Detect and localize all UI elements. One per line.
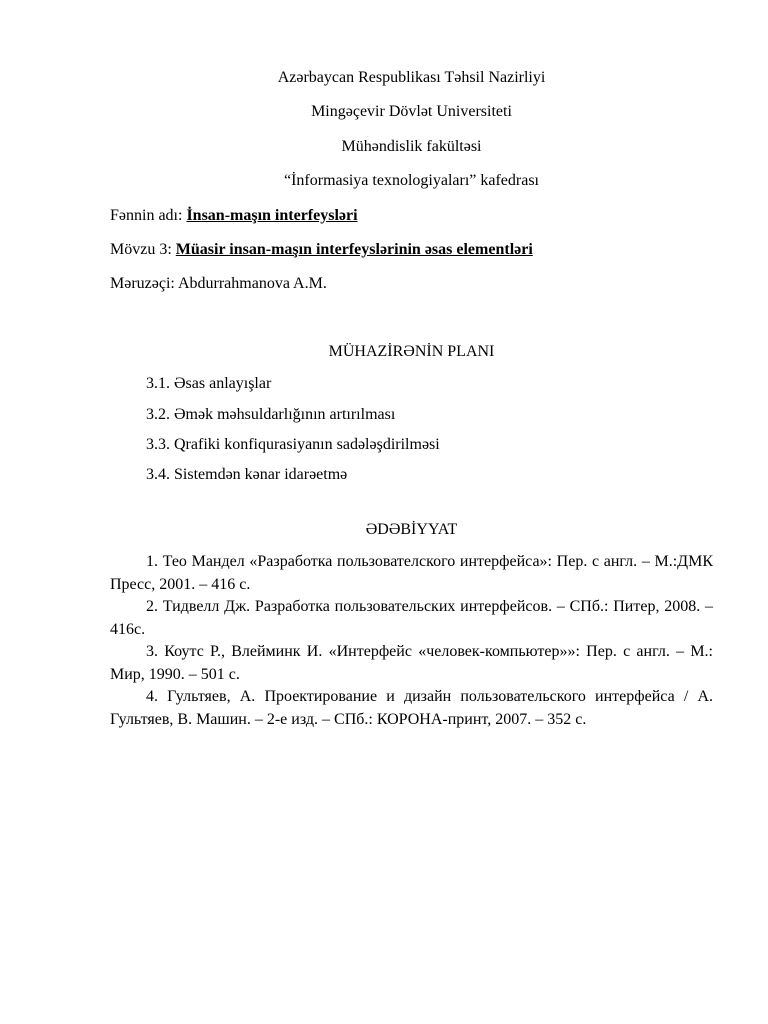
plan-item: 3.4. Sistemdən kənar idarəetmə [146,466,348,484]
subject-label: Fənnin adı: [110,206,187,224]
literature-title: ƏDƏBİYYAT [365,520,458,538]
department-heading: “İnformasiya texnologiyaları” kafedrası [284,172,539,190]
literature-item: 2. Тидвелл Дж. Разработка пользовательских интерфейсов. – СПб.: Питер, 2008. – 416с. [110,598,713,638]
faculty-heading: Mühəndislik fakültəsi [341,137,482,155]
literature-item: 3. Коутс Р., Влейминк И. «Интерфейс «человек-компьютер»»: Пер. с англ. – М.: Мир, 1990. – 501 с. [110,643,713,683]
topic-line [110,239,713,261]
topic-value: Müasir insan-maşın interfeyslərinin əsas elementləri [175,240,533,258]
literature-item: 1. Тео Мандел «Разработка пользователского интерфейса»: Пер. с англ. – М.:ДМК Пресс, 2001. – 416 с. [110,553,713,593]
plan-item: 3.1. Əsas anlayışlar [146,375,272,393]
plan-list [146,373,713,487]
lecturer-line: Məruzəçi: Abdurrahmanova A.M. [110,275,327,293]
plan-item: 3.2. Əmək məhsuldarlığının artırılması [146,405,396,423]
literature-list [110,551,713,731]
plan-item: 3.3. Qrafiki konfiqurasiyanın sadələşdirilməsi [146,435,440,453]
university-heading: Mingəçevir Dövlət Universiteti [311,103,512,121]
plan-title: MÜHAZİRƏNİN PLANI [328,342,495,360]
subject-line [110,205,713,227]
document-content [110,67,713,731]
subject-value: İnsan-maşın interfeysləri [186,206,358,224]
literature-item: 4. Гультяев, А. Проектирование и дизайн пользовательского интерфейса / А. Гультяев, В. Машин. – 2-е изд. – СПб.: КОРОНА-принт, 2007. – 352 с. [110,688,713,728]
ministry-heading: Azərbaycan Respublikası Təhsil Nazirliyi [277,69,546,86]
topic-label: Mövzu 3: [110,240,176,258]
